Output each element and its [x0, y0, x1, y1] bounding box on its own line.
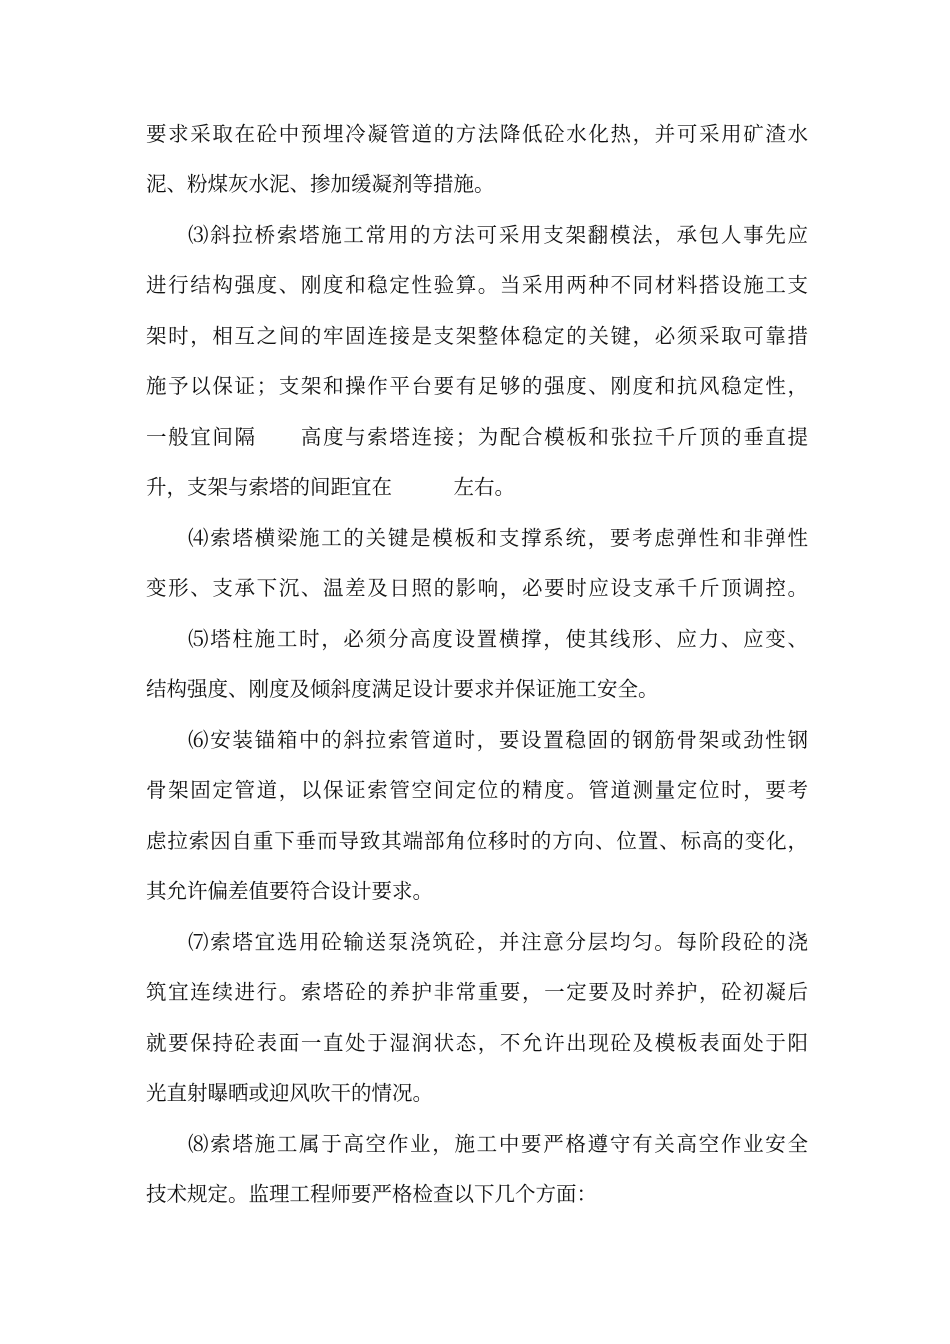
text-line: 结构强度、刚度及倾斜度满足设计要求并保证施工安全。: [146, 677, 659, 701]
text-line: 进行结构强度、刚度和稳定性验算。当采用两种不同材料搭设施工支: [146, 273, 808, 297]
text-line: 施予以保证；支架和操作平台要有足够的强度、刚度和抗风稳定性，: [146, 374, 808, 398]
paragraph-8-start: ⑻索塔施工属于高空作业，施工中要严格遵守有关高空作业安全: [188, 1132, 808, 1156]
text-line: 光直射曝晒或迎风吹干的情况。: [146, 1081, 433, 1105]
text-line: 一般宜间隔 高度与索塔连接；为配合模板和张拉千斤顶的垂直提: [146, 425, 808, 449]
text-line: 筑宜连续进行。索塔砼的养护非常重要，一定要及时养护，砼初凝后: [146, 980, 808, 1004]
text-line: 虑拉索因自重下垂而导致其端部角位移时的方向、位置、标高的变化，: [146, 829, 808, 853]
text-line: 架时，相互之间的牢固连接是支架整体稳定的关键，必须采取可靠措: [146, 324, 808, 348]
text-line: 骨架固定管道，以保证索管空间定位的精度。管道测量定位时，要考: [146, 778, 808, 802]
text-line: 就要保持砼表面一直处于湿润状态，不允许出现砼及模板表面处于阳: [146, 1031, 808, 1055]
paragraph-4-start: ⑷索塔横梁施工的关键是模板和支撑系统，要考虑弹性和非弹性: [188, 526, 808, 550]
text-line: 其允许偏差值要符合设计要求。: [146, 879, 433, 903]
text-line: 技术规定。监理工程师要严格检查以下几个方面：: [146, 1182, 597, 1206]
text-line: 要求采取在砼中预埋冷凝管道的方法降低砼水化热，并可采用矿渣水: [146, 122, 808, 146]
paragraph-3-start: ⑶斜拉桥索塔施工常用的方法可采用支架翻模法，承包人事先应: [188, 223, 808, 247]
paragraph-6-start: ⑹安装锚箱中的斜拉索管道时，要设置稳固的钢筋骨架或劲性钢: [188, 728, 808, 752]
paragraph-7-start: ⑺索塔宜选用砼输送泵浇筑砼，并注意分层均匀。每阶段砼的浇: [188, 930, 808, 954]
text-line: 变形、支承下沉、温差及日照的影响，必要时应设支承千斤顶调控。: [146, 576, 808, 600]
text-line: 升，支架与索塔的间距宜在 左右。: [146, 475, 515, 499]
text-line: 泥、粉煤灰水泥、掺加缓凝剂等措施。: [146, 172, 495, 196]
paragraph-5-start: ⑸塔柱施工时，必须分高度设置横撑，使其线形、应力、应变、: [188, 627, 808, 651]
